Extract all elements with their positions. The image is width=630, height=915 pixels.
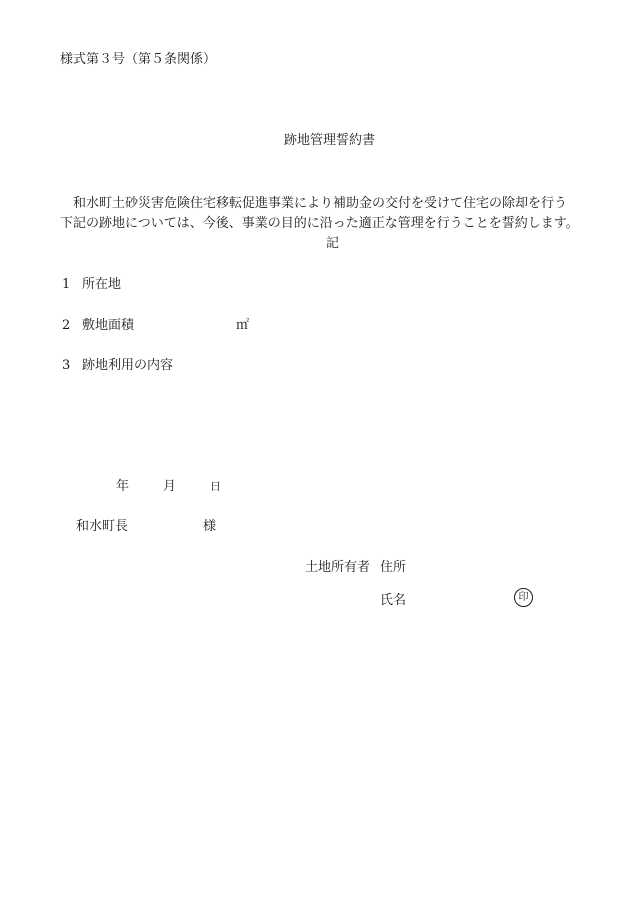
document-title: 跡地管理誓約書 <box>284 133 376 148</box>
date-day-label: 日 <box>210 480 221 493</box>
body-text-line-2: 下記の跡地については、今後、事業の目的に沿った適正な管理を行うことを誓約します。 <box>60 216 579 231</box>
item-site-area <box>62 318 134 334</box>
address-label: 住所 <box>380 560 407 575</box>
seal-mark: 印 <box>514 588 533 607</box>
honorific: 様 <box>203 519 217 534</box>
item-label: 跡地利用の内容 <box>82 358 174 373</box>
owner-label: 土地所有者 <box>305 560 371 575</box>
item-number: 2 <box>62 318 71 333</box>
name-label: 氏名 <box>380 593 407 608</box>
form-number-label: 様式第３号（第５条関係） <box>60 52 217 67</box>
area-unit: ㎡ <box>236 318 250 333</box>
item-label: 所在地 <box>82 277 122 292</box>
addressee: 和水町長 <box>76 519 129 534</box>
item-label: 敷地面積 <box>82 318 135 333</box>
item-location <box>62 277 121 293</box>
date-year-label: 年 <box>116 479 130 494</box>
ki-heading: 記 <box>326 236 340 251</box>
item-number: 1 <box>62 277 71 292</box>
item-number: 3 <box>62 358 71 373</box>
item-land-use <box>62 358 173 374</box>
date-month-label: 月 <box>163 479 177 494</box>
body-text-line-1: 和水町土砂災害危険住宅移転促進事業により補助金の交付を受けて住宅の除却を行う <box>60 196 568 211</box>
